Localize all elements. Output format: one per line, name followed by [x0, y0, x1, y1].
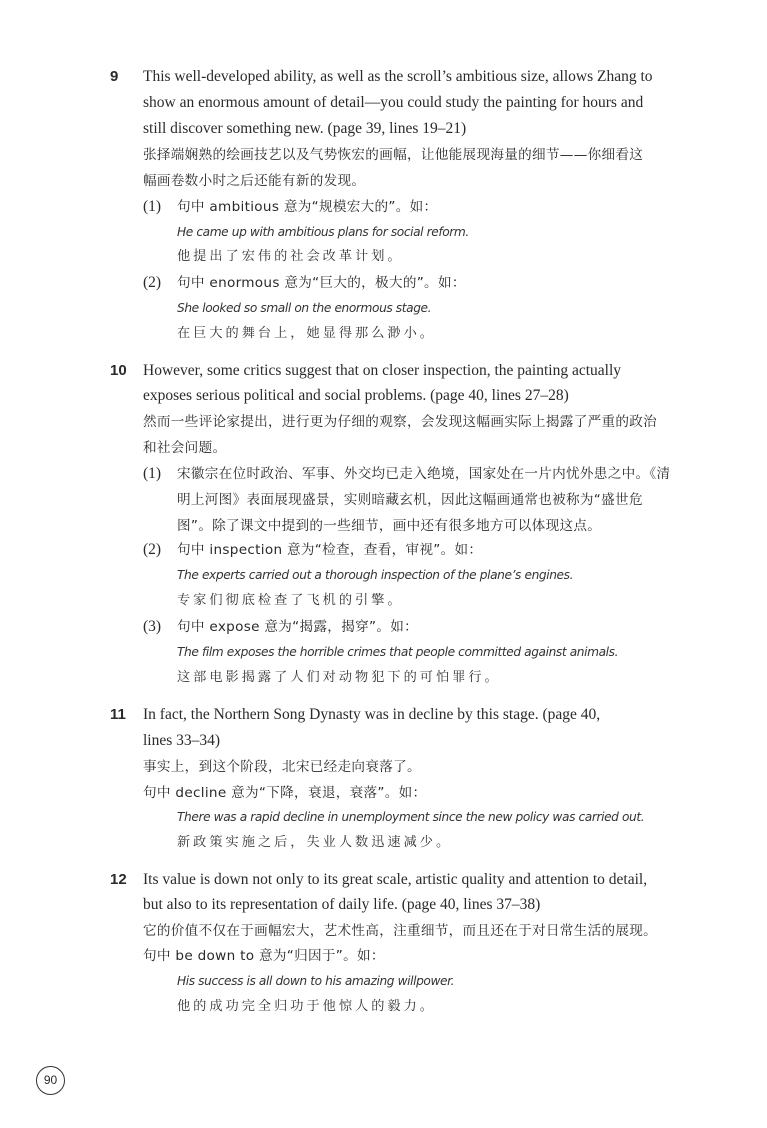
note-text: 句中 enormous 意为“巨大的，极大的”。如： — [177, 275, 466, 291]
example-english: He came up with ambitious plans for social reform. — [177, 225, 469, 239]
entry-number: 9 — [110, 68, 119, 85]
example-chinese: 在巨大的舞台上，她显得那么渺小。 — [177, 326, 436, 341]
note-label: (1) — [143, 198, 162, 215]
example-chinese: 专家们彻底检查了飞机的引擎。 — [177, 593, 404, 608]
example-chinese: 他的成功完全归功于他惊人的毅力。 — [177, 999, 436, 1014]
note-text: 句中 decline 意为“下降，衰退，衰落”。如： — [143, 785, 427, 801]
chinese-line: 然而一些评论家提出，进行更为仔细的观察，会发现这幅画实际上揭露了严重的政治 — [143, 414, 658, 430]
example-english: The film exposes the horrible crimes that people committed against animals. — [177, 645, 619, 659]
chinese-line: 事实上，到这个阶段，北宋已经走向衰落了。 — [143, 759, 421, 775]
note-text: 宋徽宗在位时政治、军事、外交均已走入绝境，国家处在一片内忧外患之中。《清 — [177, 466, 671, 482]
chinese-line: 它的价值不仅在于画幅宏大，艺术性高，注重细节，而且还在于对日常生活的展现。 — [143, 923, 658, 939]
example-english: There was a rapid decline in unemployment since the new policy was carried out. — [177, 810, 645, 824]
example-chinese: 这部电影揭露了人们对动物犯下的可怕罪行。 — [177, 670, 501, 685]
note-text: 句中 expose 意为“揭露，揭穿”。如： — [177, 619, 419, 635]
page-number: 90 — [36, 1066, 65, 1095]
english-line: However, some critics suggest that on closer inspection, the painting actually — [143, 362, 622, 379]
note-text: 句中 ambitious 意为“规模宏大的”。如： — [177, 199, 438, 215]
chinese-line: 幅画卷数小时之后还能有新的发现。 — [143, 173, 366, 189]
note-text: 句中 be down to 意为“归因于”。如： — [143, 948, 385, 964]
english-line: In fact, the Northern Song Dynasty was in decline by this stage. (page 40, — [143, 706, 601, 723]
example-english: His success is all down to his amazing willpower. — [177, 974, 455, 988]
english-line: Its value is down not only to its great scale, artistic quality and attention to detail, — [143, 871, 648, 888]
chinese-line: 张择端娴熟的绘画技艺以及气势恢宏的画幅，让他能展现海量的细节——你细看这 — [143, 147, 644, 163]
english-line: exposes serious political and social problems. (page 40, lines 27–28) — [143, 387, 569, 404]
english-line: lines 33–34) — [143, 732, 221, 749]
example-chinese: 他提出了宏伟的社会改革计划。 — [177, 249, 404, 264]
english-line: show an enormous amount of detail—you could study the painting for hours and — [143, 94, 644, 111]
english-line: This well-developed ability, as well as the scroll’s ambitious size, allows Zhang to — [143, 68, 653, 85]
note-text: 句中 inspection 意为“检查，查看，审视”。如： — [177, 542, 483, 558]
entry-number: 11 — [110, 706, 126, 723]
note-text: 明上河图》表面展现盛景，实则暗藏玄机，因此这幅画通常也被称为“盛世危 — [177, 492, 643, 508]
example-english: She looked so small on the enormous stage. — [177, 301, 432, 315]
note-label: (3) — [143, 618, 162, 635]
note-label: (1) — [143, 465, 162, 482]
entry-number: 12 — [110, 871, 127, 888]
example-chinese: 新政策实施之后，失业人数迅速减少。 — [177, 835, 453, 850]
note-label: (2) — [143, 274, 162, 291]
note-label: (2) — [143, 541, 162, 558]
chinese-line: 和社会问题。 — [143, 440, 227, 456]
entry-number: 10 — [110, 362, 127, 379]
english-line: still discover something new. (page 39, lines 19–21) — [143, 120, 467, 137]
example-english: The experts carried out a thorough inspection of the plane’s engines. — [177, 568, 574, 582]
english-line: but also to its representation of daily life. (page 40, lines 37–38) — [143, 896, 541, 913]
note-text: 图”。除了课文中提到的一些细节，画中还有很多地方可以体现这点。 — [177, 518, 602, 534]
